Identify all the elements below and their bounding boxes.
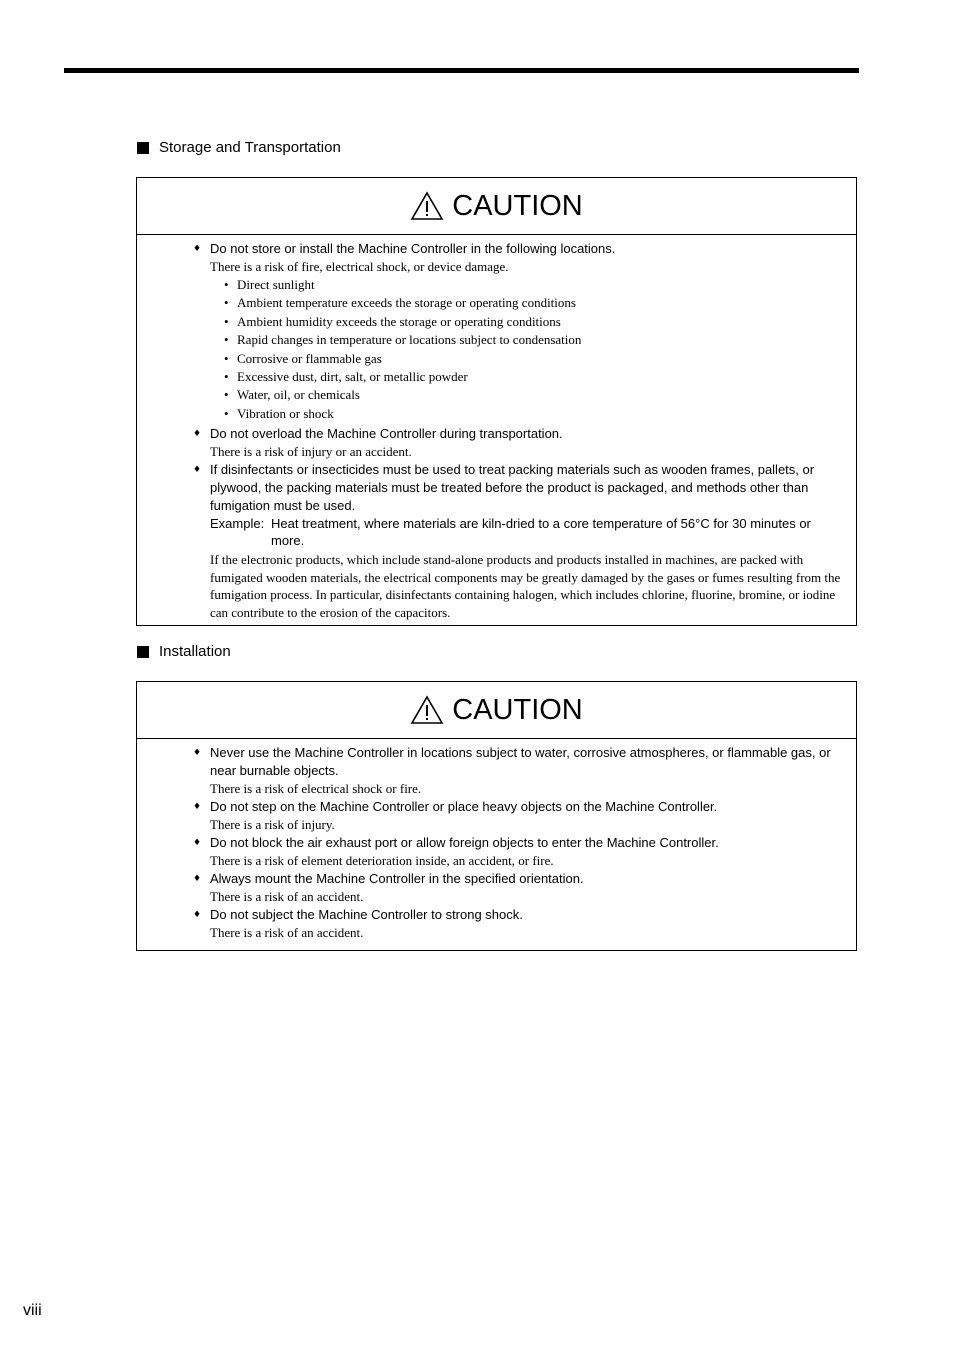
caution-body (137, 235, 856, 628)
diamond-bullet-icon: ♦ (193, 465, 202, 476)
item-risk-text: There is a risk of injury or an accident. (210, 444, 412, 460)
caution-title: CAUTION (452, 189, 583, 222)
caution-item (137, 798, 846, 834)
item-risk-text: There is a risk of an accident. (210, 889, 364, 904)
diamond-bullet-icon: ♦ (193, 838, 202, 848)
item-main-text: Do not overload the Machine Controller during transportation. (210, 426, 563, 442)
item-risk-text: There is a risk of an accident. (210, 925, 364, 940)
list-item: • Corrosive or flammable gas (224, 350, 382, 366)
list-item: • Direct sunlight (224, 277, 315, 292)
caution-item (137, 240, 846, 423)
caution-header (137, 682, 856, 739)
caution-header (137, 178, 856, 235)
diamond-bullet-icon: ♦ (193, 874, 202, 884)
warning-triangle-icon (410, 191, 444, 221)
diamond-bullet-icon: ♦ (193, 802, 202, 812)
item-main-text: Do not store or install the Machine Controller in the following locations. (210, 241, 616, 256)
item-risk-text: There is a risk of fire, electrical shock, or device damage. (210, 259, 509, 274)
item-risk-text: There is a risk of element deterioration inside, an accident, or fire. (210, 853, 554, 868)
caution-item (137, 461, 846, 621)
item-main-text: Do not subject the Machine Controller to strong shock. (210, 907, 523, 922)
location-list (210, 276, 846, 423)
example-text: Heat treatment, where materials are kiln-dried to a core temperature of 56°C for 30 minutes or more. (271, 516, 811, 549)
item-main-text: Do not step on the Machine Controller or place heavy objects on the Machine Controller. (210, 799, 718, 814)
caution-title: CAUTION (452, 693, 583, 726)
caution-item (137, 870, 846, 906)
diamond-bullet-icon: ♦ (193, 429, 202, 440)
item-risk-text: There is a risk of electrical shock or fire. (210, 781, 422, 796)
section-heading-installation (137, 643, 231, 661)
warning-triangle-icon (410, 695, 444, 725)
caution-item (137, 834, 846, 870)
example-label: Example: (210, 516, 265, 532)
caution-item (137, 906, 846, 942)
item-main-text: Always mount the Machine Controller in the specified orientation. (210, 871, 584, 886)
list-item: • Rapid changes in temperature or locations subject to condensation (224, 332, 582, 348)
top-rule (64, 68, 859, 73)
diamond-bullet-icon: ♦ (193, 748, 202, 758)
section-heading-text: Storage and Transportation (159, 139, 341, 156)
item-main-text: Do not block the air exhaust port or allow foreign objects to enter the Machine Controller. (210, 835, 719, 850)
caution-item (137, 744, 846, 798)
list-item: • Ambient humidity exceeds the storage or operating conditions (224, 313, 561, 329)
list-item: • Water, oil, or chemicals (224, 387, 360, 403)
example-line (210, 515, 846, 549)
page-number: viii (23, 1302, 42, 1319)
item-main-text: Never use the Machine Controller in locations subject to water, corrosive atmospheres, or flammable gas, or near burnable objects. (210, 745, 831, 778)
item-risk-text: There is a risk of injury. (210, 817, 335, 832)
list-item: • Vibration or shock (224, 405, 334, 421)
list-item: • Excessive dust, dirt, salt, or metallic powder (224, 369, 468, 385)
caution-item (137, 425, 846, 461)
fumigation-note: If the electronic products, which include stand-alone products and products installed in machines, are packed with fumigated wooden materials, the electrical components may be greatly damaged by the gases or fumes resulting from the fumigation process. In particular, disinfectants containing halogen, which includes chlorine, fluorine, bromine, or iodine can contribute to the erosion of the capacitors. (210, 552, 841, 621)
caution-box-storage (136, 177, 857, 626)
list-item: • Ambient temperature exceeds the storage or operating conditions (224, 295, 576, 311)
caution-box-installation (136, 681, 857, 951)
section-heading-text: Installation (159, 643, 231, 660)
caution-body (137, 739, 856, 948)
diamond-bullet-icon: ♦ (193, 244, 202, 254)
square-bullet-icon (137, 646, 149, 658)
item-main-text: If disinfectants or insecticides must be used to treat packing materials such as wooden frames, pallets, or plywood, the packing materials must be treated before the product is packaged, and methods other than fumigation must be used. (210, 462, 815, 514)
square-bullet-icon (137, 142, 149, 154)
section-heading-storage (137, 139, 341, 157)
diamond-bullet-icon: ♦ (193, 910, 202, 920)
